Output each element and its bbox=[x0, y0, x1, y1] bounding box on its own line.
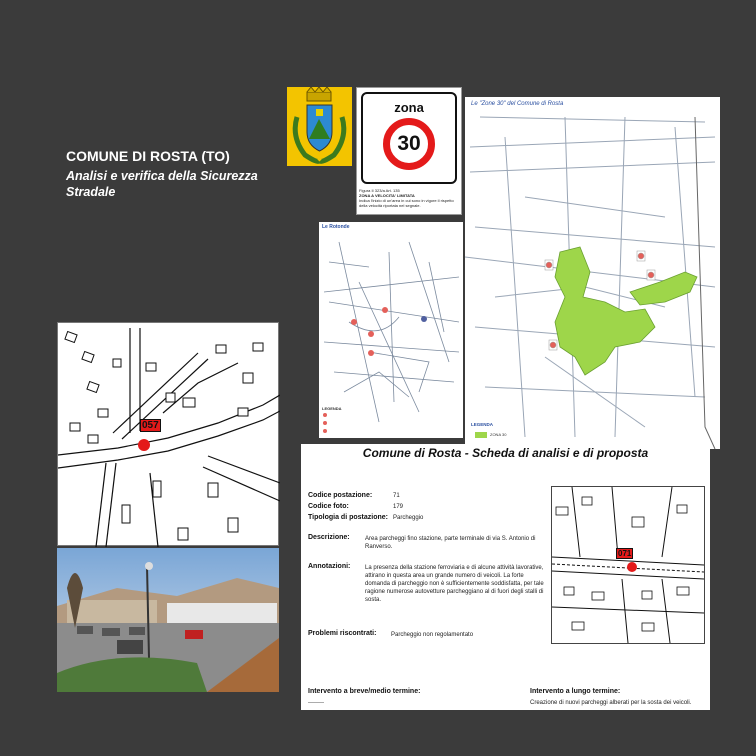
roundabouts-map-title: Le Rotonde bbox=[322, 224, 350, 230]
annotazioni-label: Annotazioni: bbox=[308, 563, 351, 570]
codice-foto-value: 179 bbox=[393, 504, 404, 510]
roundabouts-legend-title: LEGENDA bbox=[322, 406, 342, 411]
speed-limit-value: 30 bbox=[397, 132, 421, 155]
sign-zone-label: zona bbox=[394, 100, 424, 115]
breve-termine-value: -------- bbox=[308, 700, 324, 706]
breve-termine-label: Intervento a breve/medio termine: bbox=[308, 688, 421, 695]
parking-photo bbox=[57, 548, 279, 692]
codice-postazione-value: 71 bbox=[393, 493, 400, 499]
zone30-legend-title: LEGENDA bbox=[471, 422, 494, 427]
sketch-location-badge: 057 bbox=[142, 420, 159, 431]
card-heading: Comune di Rosta - Scheda di analisi e di proposta bbox=[362, 446, 649, 460]
zone30-legend-item: ZONA 30 bbox=[490, 432, 507, 437]
sign-caption-body: Indica l'inizio di un'area in cui sono in vigore il rispetto della velocità riportata nel segnale. bbox=[359, 198, 454, 208]
zone30-map bbox=[465, 97, 720, 449]
lungo-termine-label: Intervento a lungo termine: bbox=[530, 688, 621, 695]
descrizione-value: Area parcheggi fino stazione, parte terminale di via S. Antonio di Ranverso. bbox=[365, 536, 536, 550]
problemi-value: Parcheggio non regolamentato bbox=[391, 632, 474, 638]
location-sketch-map bbox=[57, 322, 279, 546]
descrizione-label: Descrizione: bbox=[308, 534, 350, 541]
problemi-label: Problemi riscontrati: bbox=[308, 630, 377, 637]
sign-caption-line1: Figura II 323/a Art. 135 bbox=[359, 188, 400, 193]
speed-limit-circle bbox=[383, 118, 435, 170]
analysis-card bbox=[301, 444, 710, 710]
roundabouts-map bbox=[319, 222, 463, 438]
lungo-termine-value: Creazione di nuovi parcheggi alberati per la sosta dei veicoli. bbox=[530, 700, 692, 706]
sign-caption bbox=[359, 188, 461, 208]
annotazioni-value: La presenza della stazione ferroviaria e di alcune attività lavorative, attirano in questa area un grande numero di veicoli. La forte domanda di parcheggio non è sufficientemente soddisfatta, per tale ragione numerose autovetture parcheggiano al di fuori degli stalli di sosta. bbox=[365, 565, 544, 603]
tipologia-label: Tipologia di postazione: bbox=[308, 514, 388, 521]
page-subtitle: Analisi e verifica della Sicurezza Stradale bbox=[66, 169, 258, 199]
card-location-map bbox=[551, 486, 705, 644]
coat-of-arms-image bbox=[287, 87, 352, 166]
zona-30-sign-panel bbox=[356, 87, 462, 215]
sign-caption-title: ZONA A VELOCITA' LIMITATA bbox=[359, 193, 415, 198]
tipologia-value: Parcheggio bbox=[393, 515, 424, 521]
codice-postazione-label: Codice postazione: bbox=[308, 492, 373, 499]
zone30-map-title: Le "Zone 30" del Comune di Rosta bbox=[471, 101, 564, 107]
page-title: COMUNE DI ROSTA (TO) bbox=[66, 148, 230, 164]
card-location-badge: 071 bbox=[618, 549, 632, 558]
codice-foto-label: Codice foto: bbox=[308, 503, 349, 510]
